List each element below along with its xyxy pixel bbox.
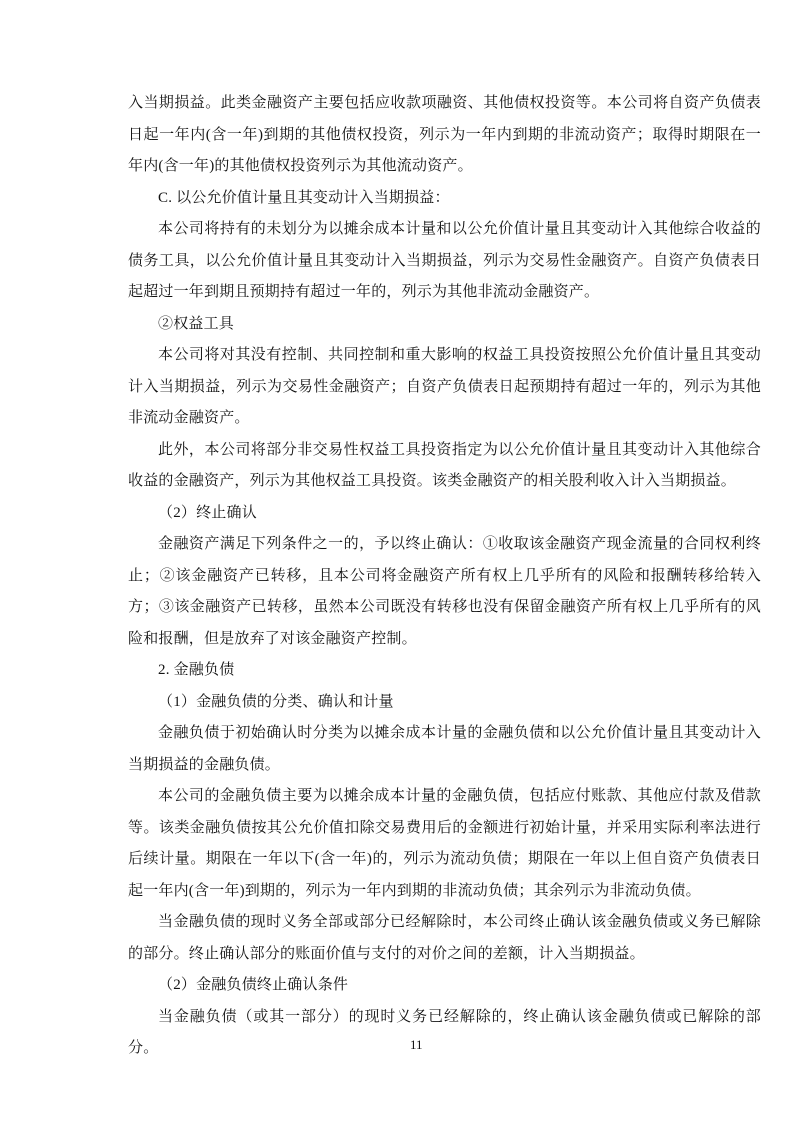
document-body-text	[128, 88, 761, 1065]
paragraph: 本公司将对其没有控制、共同控制和重大影响的权益工具投资按照公允价值计量且其变动计入当期损益，列示为交易性金融资产；自资产负债表日起预期持有超过一年的，列示为其他非流动金融资产。	[128, 347, 761, 426]
paragraph: 当金融负债（或其一部分）的现时义务已经解除的，终止确认该金融负债或已解除的部分。	[128, 1008, 761, 1056]
paragraph: 本公司的金融负债主要为以摊余成本计量的金融负债，包括应付账款、其他应付款及借款等。该类金融负债按其公允价值扣除交易费用后的金额进行初始计量，并采用实际利率法进行后续计量。期限在一年以下(含一年)的，列示为流动负债；期限在一年以上但自资产负债表日起一年内(含一年)到期的，列示为一年内到期的非流动负债；其余列示为非流动负债。	[128, 788, 761, 899]
paragraph: （1）金融负债的分类、确认和计量	[158, 693, 394, 710]
paragraph: 此外，本公司将部分非交易性权益工具投资指定为以公允价值计量且其变动计入其他综合收益的金融资产，列示为其他权益工具投资。该类金融资产的相关股利收入计入当期损益。	[128, 441, 761, 489]
paragraph: （2）终止确认	[158, 504, 257, 521]
paragraph: C. 以公允价值计量且其变动计入当期损益：	[158, 189, 450, 206]
paragraph: 入当期损益。此类金融资产主要包括应收款项融资、其他债权投资等。本公司将自资产负债表日起一年内(含一年)到期的其他债权投资，列示为一年内到期的非流动资产；取得时期限在一年内(含一年)的其他债权投资列示为其他流动资产。	[128, 95, 761, 174]
paragraph: ②权益工具	[158, 315, 235, 332]
paragraph: （2）金融负债终止确认条件	[158, 977, 349, 993]
paragraph: 本公司将持有的未划分为以摊余成本计量和以公允价值计量且其变动计入其他综合收益的债务工具，以公允价值计量且其变动计入当期损益，列示为交易性金融资产。自资产负债表日起超过一年到期且预期持有超过一年的，列示为其他非流动金融资产。	[128, 221, 761, 300]
page-number: 11	[410, 1037, 423, 1052]
paragraph: 金融负债于初始确认时分类为以摊余成本计量的金融负债和以公允价值计量且其变动计入当期损益的金融负债。	[128, 725, 761, 773]
paragraph: 金融资产满足下列条件之一的，予以终止确认：①收取该金融资产现金流量的合同权利终止；②该金融资产已转移，且本公司将金融资产所有权上几乎所有的风险和报酬转移给转入方；③该金融资产已转移，虽然本公司既没有转移也没有保留金融资产所有权上几乎所有的风险和报酬，但是放弃了对该金融资产控制。	[128, 536, 761, 647]
paragraph: 当金融负债的现时义务全部或部分已经解除时，本公司终止确认该金融负债或义务已解除的部分。终止确认部分的账面价值与支付的对价之间的差额，计入当期损益。	[128, 914, 761, 962]
paragraph: 2. 金融负债	[158, 662, 235, 678]
